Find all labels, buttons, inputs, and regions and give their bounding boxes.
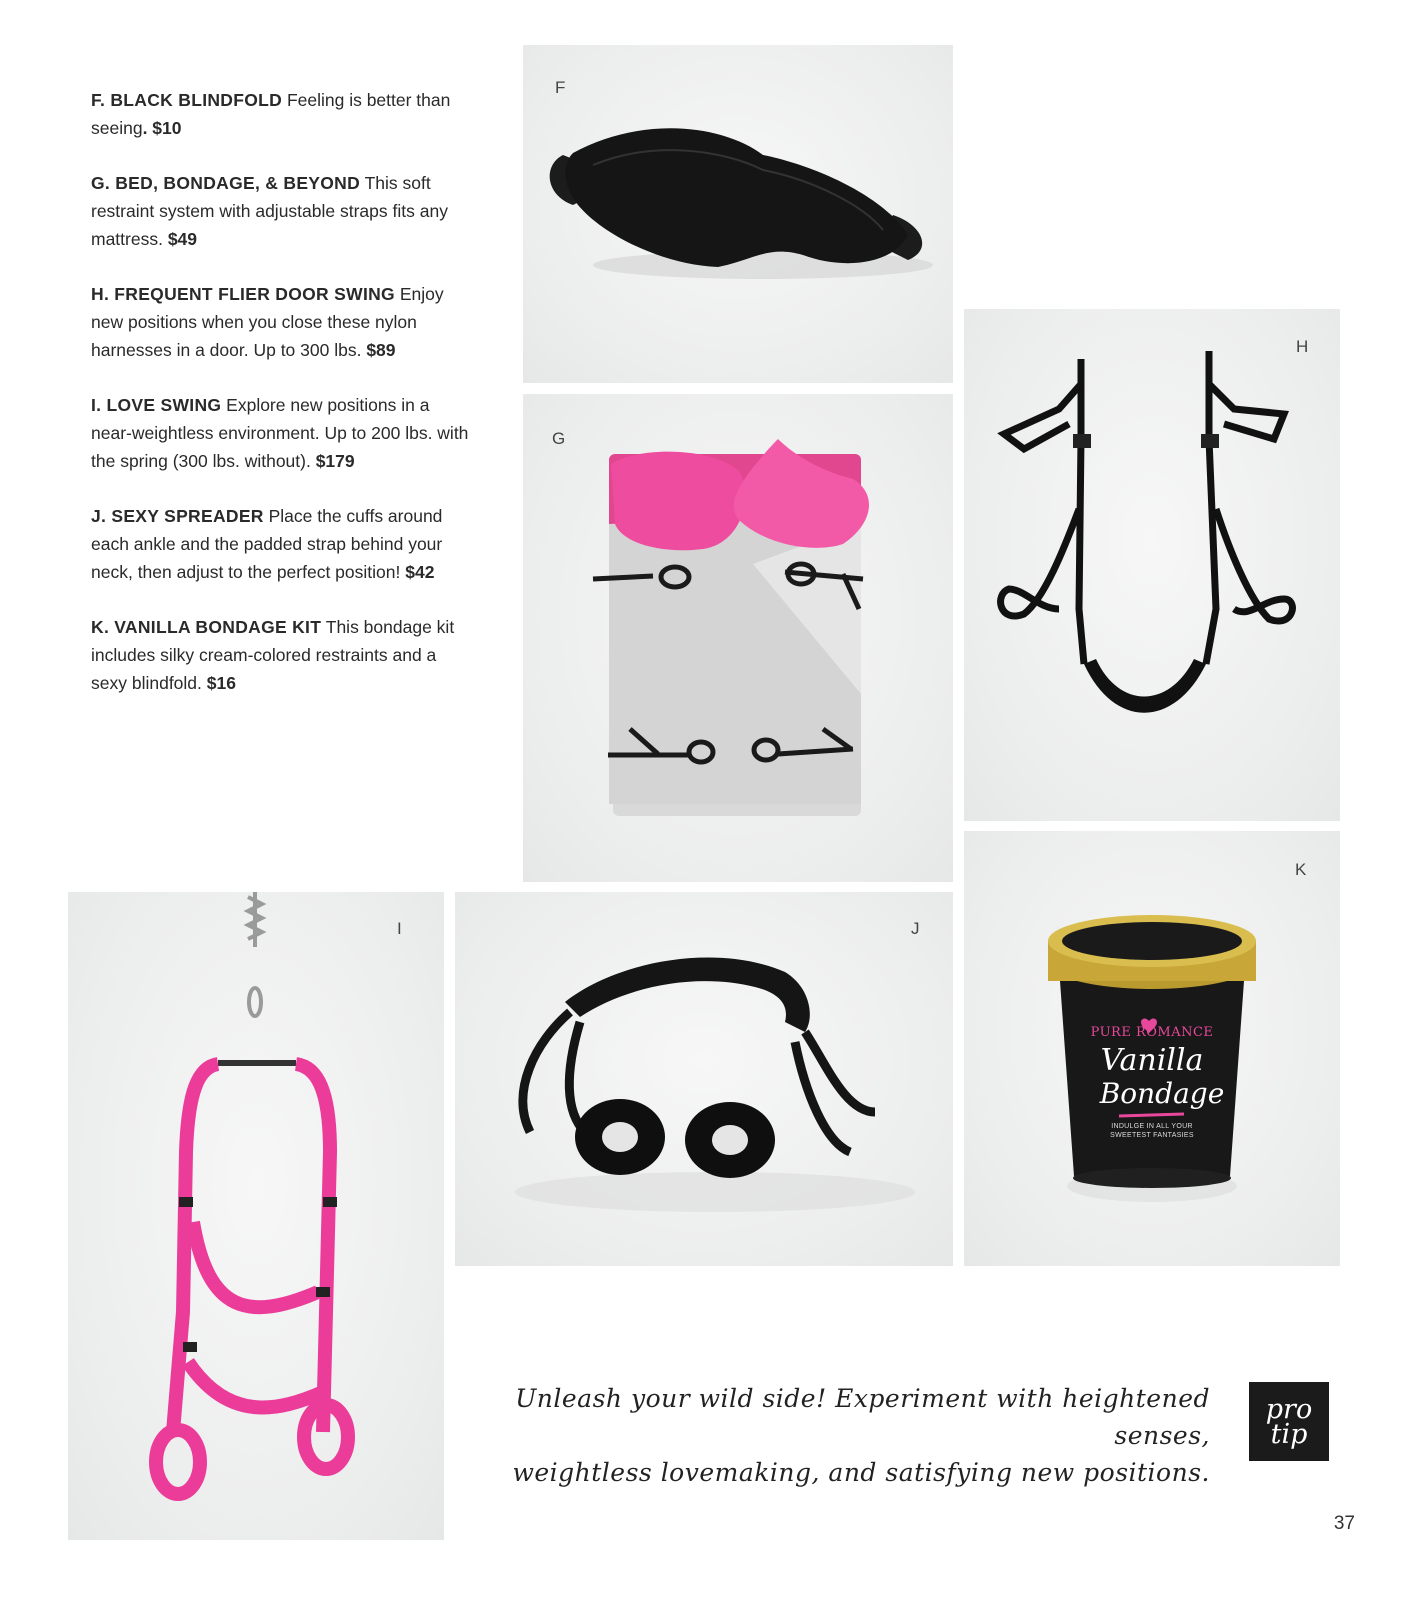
protip-badge-line-1: pro xyxy=(1265,1394,1313,1425)
photo-label-i: I xyxy=(397,919,403,938)
product-item-f xyxy=(91,86,471,142)
product-price: $16 xyxy=(206,673,236,693)
protip-line-2: weightless lovemaking, and satisfying new positions. xyxy=(512,1458,1210,1487)
photo-label-k: K xyxy=(1295,860,1308,879)
page-number: 37 xyxy=(1333,1513,1355,1534)
product-photo-g xyxy=(523,394,953,882)
blindfold-image xyxy=(523,45,953,383)
jar-brand: PURE ROMANCE xyxy=(1090,1025,1214,1040)
jar-tagline-line2: SWEETEST FANTASIES xyxy=(1110,1132,1194,1139)
product-photo-k xyxy=(964,831,1340,1266)
bed-restraint-image xyxy=(523,394,953,882)
protip-text xyxy=(440,1380,1210,1491)
photo-label-j: J xyxy=(911,919,921,938)
product-price: $89 xyxy=(366,340,396,360)
product-photo-f xyxy=(523,45,953,383)
product-desc: Place the cuffs around each ankle and the padded strap behind your neck, then adjust to the perfect position! xyxy=(91,506,443,582)
product-item-j xyxy=(91,502,471,586)
photo-label-g: G xyxy=(552,429,567,448)
product-price: . $10 xyxy=(142,118,182,138)
jar-tagline-line1: INDULGE IN ALL YOUR xyxy=(1111,1123,1193,1130)
product-desc: Feeling is better than seeing xyxy=(91,90,451,138)
product-list xyxy=(91,86,471,724)
product-name: H. FREQUENT FLIER DOOR SWING xyxy=(91,284,395,304)
protip-line-1: Unleash your wild side! Experiment with heightened senses, xyxy=(515,1384,1210,1450)
product-name: I. LOVE SWING xyxy=(91,395,222,415)
product-desc: Explore new positions in a near-weightless environment. Up to 200 lbs. with the spring (300 lbs. without). xyxy=(91,395,469,471)
product-price: $49 xyxy=(167,229,198,249)
love-swing-image xyxy=(68,892,444,1540)
product-name: K. VANILLA BONDAGE KIT xyxy=(91,617,322,637)
product-item-k xyxy=(91,613,471,697)
product-item-h xyxy=(91,280,471,364)
product-desc: Enjoy new positions when you close these nylon harnesses in a door. Up to 300 lbs. xyxy=(91,284,444,360)
product-name: J. SEXY SPREADER xyxy=(91,506,264,526)
photo-label-h: H xyxy=(1296,337,1310,356)
product-photo-j xyxy=(455,892,953,1266)
product-name: F. BLACK BLINDFOLD xyxy=(91,90,283,110)
door-swing-image xyxy=(964,309,1340,821)
photo-label-f: F xyxy=(555,78,567,97)
product-desc: This bondage kit includes silky cream-colored restraints and a sexy blindfold. xyxy=(91,617,455,693)
product-price: $179 xyxy=(315,451,355,471)
product-name: G. BED, BONDAGE, & BEYOND xyxy=(91,173,361,193)
protip-badge xyxy=(1249,1382,1329,1461)
jar-title-line2: Bondage xyxy=(1099,1077,1225,1110)
jar-title-line1: Vanilla xyxy=(1100,1043,1204,1078)
spreader-image xyxy=(455,892,953,1266)
product-price: $42 xyxy=(405,562,435,582)
product-desc: This soft restraint system with adjustable straps fits any mattress. xyxy=(91,173,448,249)
product-photo-h xyxy=(964,309,1340,821)
product-photo-i xyxy=(68,892,444,1540)
product-item-g xyxy=(91,169,471,253)
protip-badge-line-2: tip xyxy=(1270,1419,1308,1450)
product-item-i xyxy=(91,391,471,475)
